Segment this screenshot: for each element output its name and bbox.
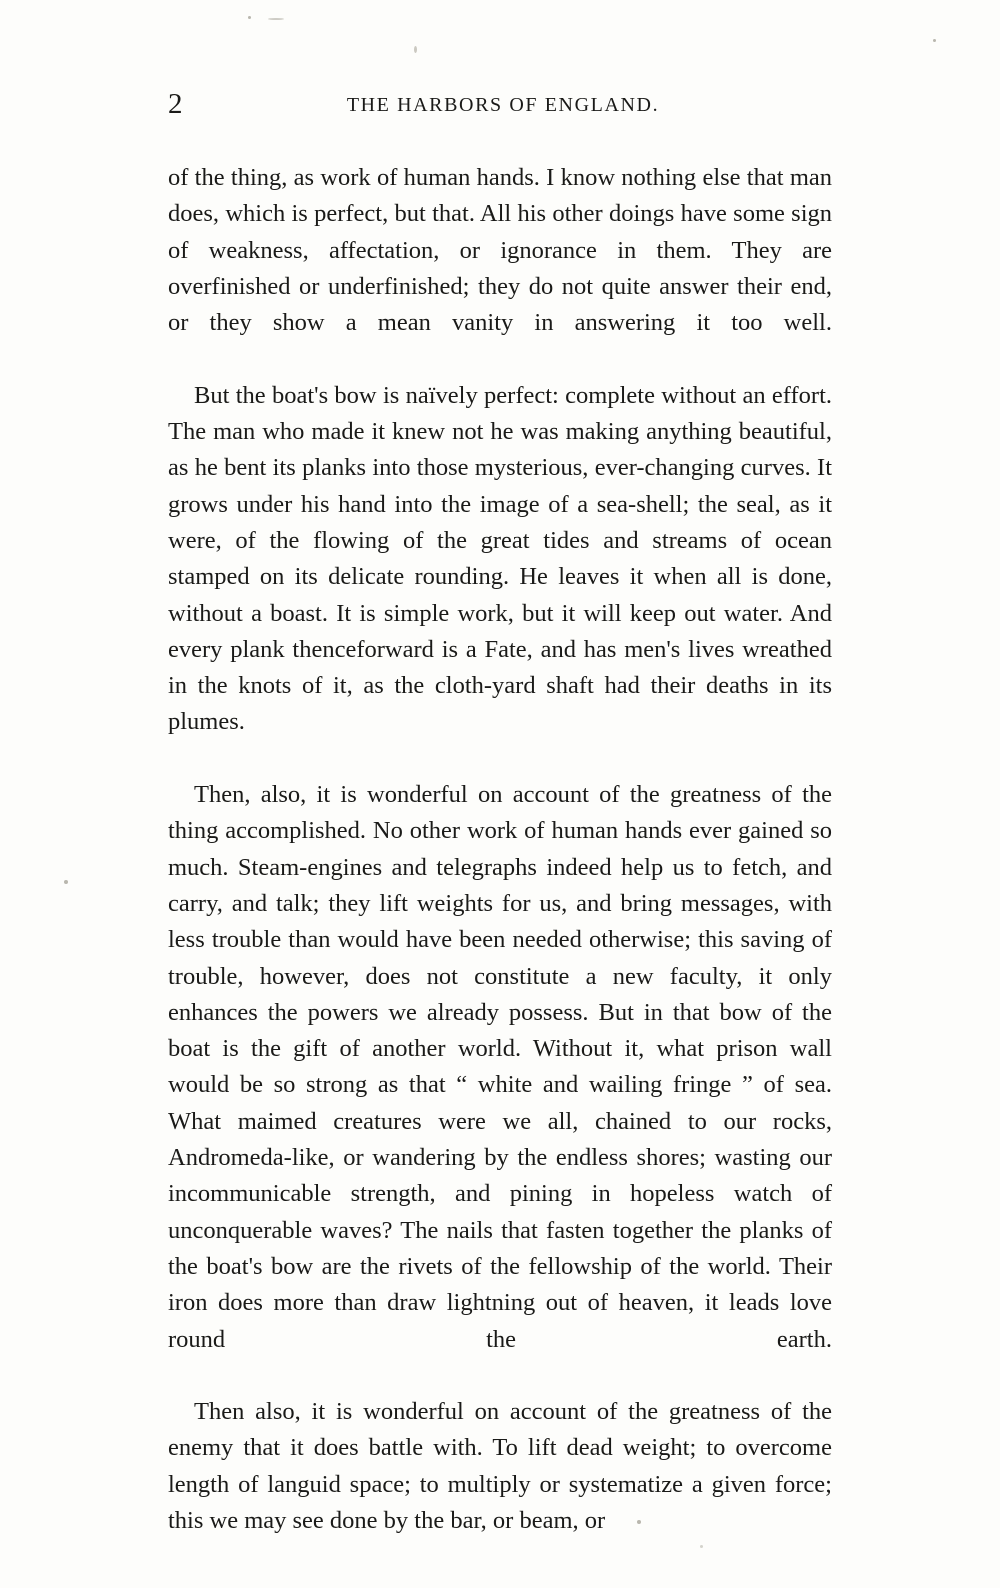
paragraph: Then, also, it is wonderful on account of the greatness of the thing accomplished. No other work of human hands ever gained so much. Steam-engines and telegraphs indeed help us to fetch, and carry, and talk; they lift weights for us, and bring messages, with less trouble than would have been needed otherwise; this saving of trouble, however, does not constitute a new faculty, it only enhances the powers we already possess. But in that bow of the boat is the gift of another world. Without it, what prison wall would be so strong as that “ white and wailing fringe ” of sea. What maimed creatures were we all, chained to our rocks, Andromeda-like, or wandering by the endless shores; wasting our incommunicable strength, and pining in hopeless watch of unconquerable waves? The nails that fasten together the planks of the boat's bow are the rivets of the fellowship of the world. Their iron does more than draw lightning out of heaven, it leads love round the earth.: [168, 781, 832, 1353]
paragraph: But the boat's bow is naïvely perfect: complete without an effort. The man who made it knew not he was making anything beautiful, as he bent its planks into those mysterious, ever-changing curves. It grows under his hand into the image of a sea-shell; the seal, as it were, of the flowing of the great tides and streams of ocean stamped on its delicate rounding. He leaves it when all is done, without a boast. It is simple work, but it will keep out water. And every plank thenceforward is a Fate, and has men's lives wreathed in the knots of it, as the cloth-yard shaft had their deaths in its plumes.: [168, 381, 832, 736]
running-head: THE HARBORS OF ENGLAND.: [346, 94, 660, 116]
paragraph: Then also, it is wonderful on account of the greatness of the enemy that it does battle with. To lift dead weight; to overcome length of languid space; to multiply or systematize a given force; this we may see done by the bar, or beam, or: [168, 1398, 832, 1534]
paper-speck: [248, 16, 251, 19]
paper-speck: [268, 18, 284, 20]
page-number: 2: [168, 88, 183, 120]
paper-speck: [64, 880, 68, 884]
paper-speck: [933, 39, 936, 42]
paper-speck: [414, 46, 417, 53]
page-header: [0, 88, 1000, 122]
paragraph: of the thing, as work of human hands. I know nothing else that man does, which is perfect, but that. All his other doings have some sign of weakness, affectation, or ignorance in them. They are overfinished or underfinished; they do not quite answer their end, or they show a mean vanity in answering it too well.: [168, 164, 832, 337]
page-body: [168, 160, 832, 1539]
paper-speck: [700, 1545, 703, 1548]
